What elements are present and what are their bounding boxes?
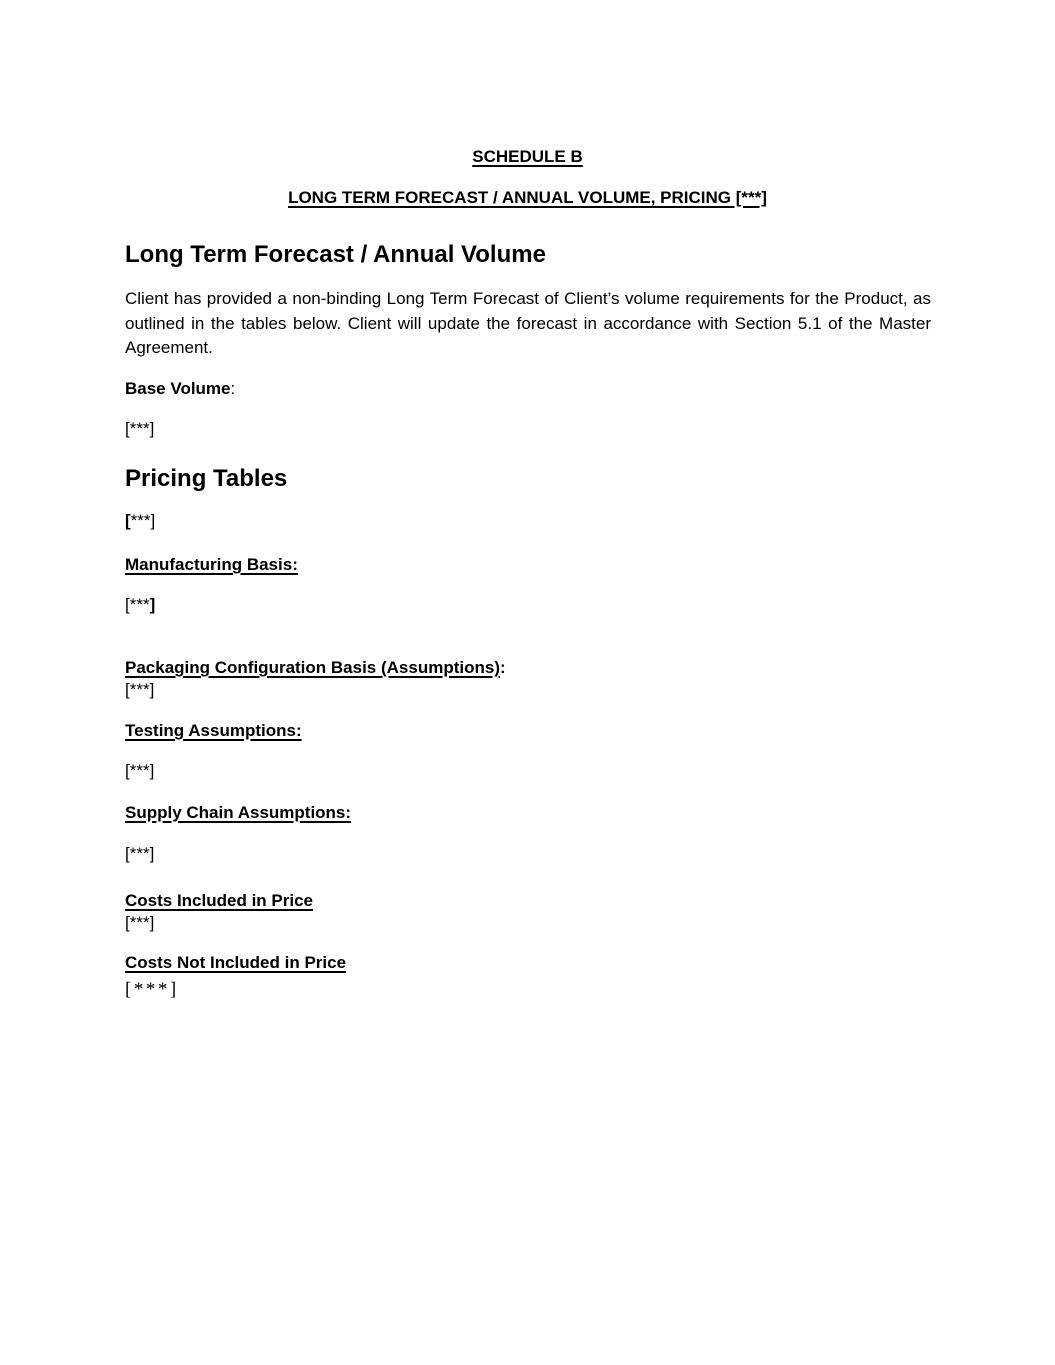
document-subtitle — [0, 187, 1055, 208]
pricing-tables-redaction — [125, 510, 155, 531]
base-volume-colon: : — [230, 379, 236, 398]
testing-assumptions-heading-text: Testing Assumptions: — [125, 721, 302, 740]
base-volume-redaction: [***] — [125, 419, 155, 438]
forecast-paragraph: Client has provided a non-binding Long Term Forecast of Client’s volume requirements for the Product, as outlined in the tables below. Client will update the forecast in accordance with Section 5.1 of the Master Agreement. — [125, 289, 931, 357]
subsection-costs-included — [125, 890, 313, 933]
redaction-open-bracket: [ — [125, 511, 131, 530]
redaction-rest: ***] — [130, 511, 156, 530]
base-volume-label: Base Volume — [125, 379, 231, 398]
schedule-title — [0, 146, 1055, 167]
supply-chain-redaction: [***] — [125, 844, 155, 863]
redaction-body: [*** — [125, 595, 150, 614]
heading-pricing-tables: Pricing Tables — [125, 465, 288, 492]
packaging-redaction: [***] — [125, 680, 155, 699]
testing-redaction: [***] — [125, 761, 155, 780]
manufacturing-basis-redaction — [125, 594, 155, 615]
redaction-close-bracket: ] — [149, 595, 156, 614]
costs-not-included-heading-text: Costs Not Included in Price — [125, 953, 347, 972]
packaging-heading-colon: : — [500, 658, 506, 677]
subsection-heading-costs-included — [125, 890, 313, 911]
subsection-heading-manufacturing-basis — [125, 554, 298, 575]
document-subtitle-text: LONG TERM FORECAST / ANNUAL VOLUME, PRICING [***] — [288, 188, 767, 207]
subsection-heading-costs-not-included — [125, 952, 346, 973]
heading-long-term-forecast: Long Term Forecast / Annual Volume — [125, 241, 546, 268]
schedule-title-text: SCHEDULE B — [472, 147, 583, 166]
subsection-packaging-configuration — [125, 657, 506, 700]
subsection-heading-packaging-configuration — [125, 657, 506, 678]
costs-included-heading-text: Costs Included in Price — [125, 891, 313, 910]
packaging-heading-underlined: Packaging Configuration Basis (Assumptions) — [125, 658, 500, 677]
manufacturing-basis-heading-text: Manufacturing Basis: — [125, 555, 298, 574]
subsection-heading-testing-assumptions — [125, 720, 302, 741]
base-volume-heading — [125, 378, 235, 399]
subsection-heading-supply-chain-assumptions — [125, 802, 351, 823]
supply-chain-heading-text: Supply Chain Assumptions: — [125, 803, 352, 822]
costs-included-redaction: [***] — [125, 913, 155, 932]
costs-not-included-redaction: [***] — [125, 979, 179, 1000]
